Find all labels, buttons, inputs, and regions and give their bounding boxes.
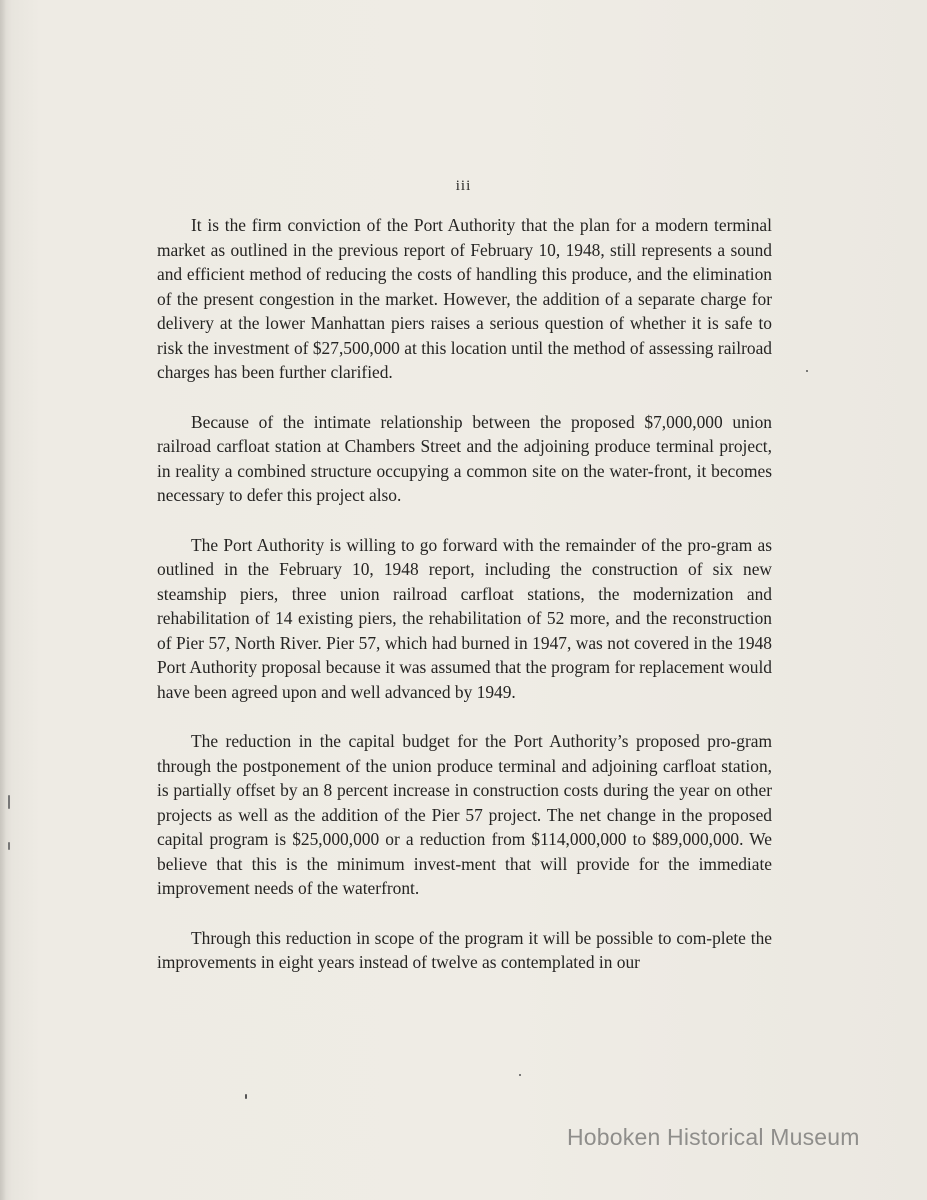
paper-speck: [8, 795, 10, 809]
paper-speck: [519, 1074, 521, 1076]
paragraph-3: The Port Authority is willing to go forward with the remainder of the pro-gram as outlined in the February 10, 1948 report, including the construction of six new steamship piers, three union railroad carfloat stations, the modernization and rehabilitation of 14 existing piers, the rehabilitation of 52 more, and the reconstruction of Pier 57, North River. Pier 57, which had burned in 1947, was not covered in the 1948 Port Authority proposal because it was assumed that the program for replacement would have been agreed upon and well advanced by 1949.: [157, 534, 772, 702]
paragraph-5: Through this reduction in scope of the program it will be possible to com-plete the improvements in eight years instead of twelve as contemplated in our: [157, 927, 772, 972]
paper-speck: [245, 1094, 247, 1099]
paragraph-4: The reduction in the capital budget for the Port Authority’s proposed pro-gram through the postponement of the union produce terminal and adjoining carfloat station, is partially offset by an 8 percent increase in construction costs during the year on other projects as well as the addition of the Pier 57 project. The net change in the proposed capital program is $25,000,000 or a reduction from $114,000,000 to $89,000,000. We believe that this is the minimum invest-ment that will provide for the immediate improvement needs of the waterfront.: [157, 731, 772, 898]
page-number: iii: [455, 178, 472, 194]
museum-watermark: Hoboken Historical Museum: [567, 1124, 860, 1150]
paper-speck: [8, 842, 10, 850]
body-text: [157, 213, 772, 975]
paragraph-2: Because of the intimate relationship between the proposed $7,000,000 union railroad carfloat station at Chambers Street and the adjoining produce terminal project, in reality a combined structure occupying a common site on the water-front, it becomes necessary to defer this project also.: [157, 411, 772, 505]
paragraph-1: It is the firm conviction of the Port Authority that the plan for a modern terminal market as outlined in the previous report of February 10, 1948, still represents a sound and efficient method of reducing the costs of handling this produce, and the elimination of the present congestion in the market. However, the addition of a separate charge for delivery at the lower Manhattan piers raises a serious question of whether it is safe to risk the investment of $27,500,000 at this location until the method of assessing railroad charges has been further clarified.: [157, 215, 772, 382]
paper-speck: [806, 370, 808, 372]
